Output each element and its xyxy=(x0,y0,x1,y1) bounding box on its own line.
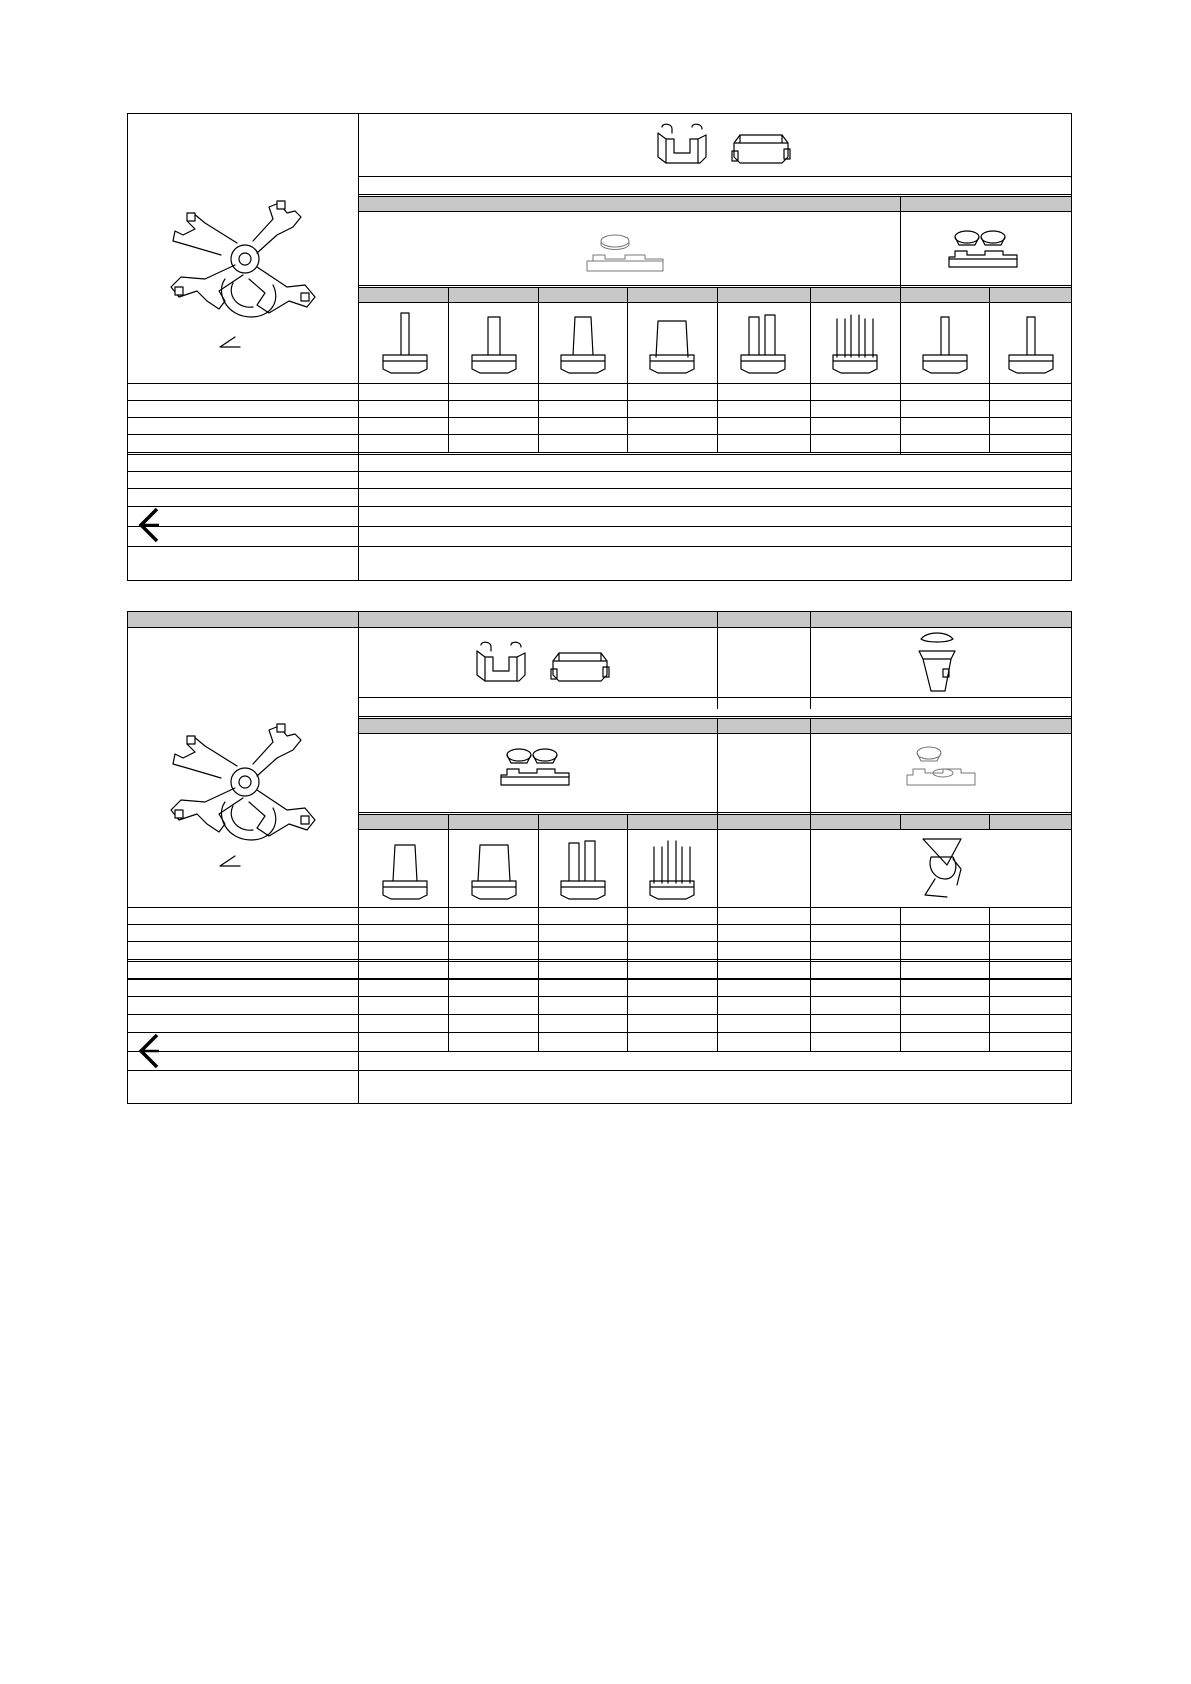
tube-icon xyxy=(464,837,524,903)
tube-icon xyxy=(553,311,613,377)
angle-icon xyxy=(219,854,241,868)
tube-icon xyxy=(642,837,702,903)
tube-icon xyxy=(642,311,702,377)
sealed-bucket-icon xyxy=(549,647,611,685)
tube-icon xyxy=(464,311,524,377)
swing-out-rotor-icon xyxy=(165,706,325,846)
tube-icon xyxy=(375,837,435,903)
tube-column-headers xyxy=(359,814,1072,829)
conical-tube-icon xyxy=(917,835,967,903)
rotor-table-1 xyxy=(127,113,1072,581)
adapter-group-header-1 xyxy=(359,196,900,211)
adapter-icon xyxy=(497,743,577,795)
acceleration-braking-icon xyxy=(133,1033,163,1071)
tube-icon xyxy=(375,311,435,377)
adapter-icon xyxy=(945,225,1025,277)
rotor-table-2 xyxy=(127,611,1072,1104)
round-bucket-icon xyxy=(913,629,961,695)
tube-icon xyxy=(825,311,885,377)
swing-out-rotor-icon xyxy=(165,183,325,323)
bucket-icon xyxy=(471,641,531,685)
tube-icon xyxy=(733,311,793,377)
tube-icon xyxy=(553,837,613,903)
adapter-group-header xyxy=(359,718,1072,733)
sealed-bucket-icon xyxy=(730,129,792,167)
adapter-icon xyxy=(903,743,983,795)
tube-column-headers xyxy=(359,287,1072,302)
angle-icon xyxy=(219,335,241,349)
table2-header-row xyxy=(128,612,1071,627)
adapter-icon xyxy=(585,231,665,279)
tube-icon xyxy=(915,311,975,377)
tube-icon xyxy=(1001,311,1061,377)
bucket-icon xyxy=(652,123,712,167)
acceleration-braking-icon xyxy=(133,507,163,545)
adapter-group-header-2 xyxy=(900,196,1072,211)
